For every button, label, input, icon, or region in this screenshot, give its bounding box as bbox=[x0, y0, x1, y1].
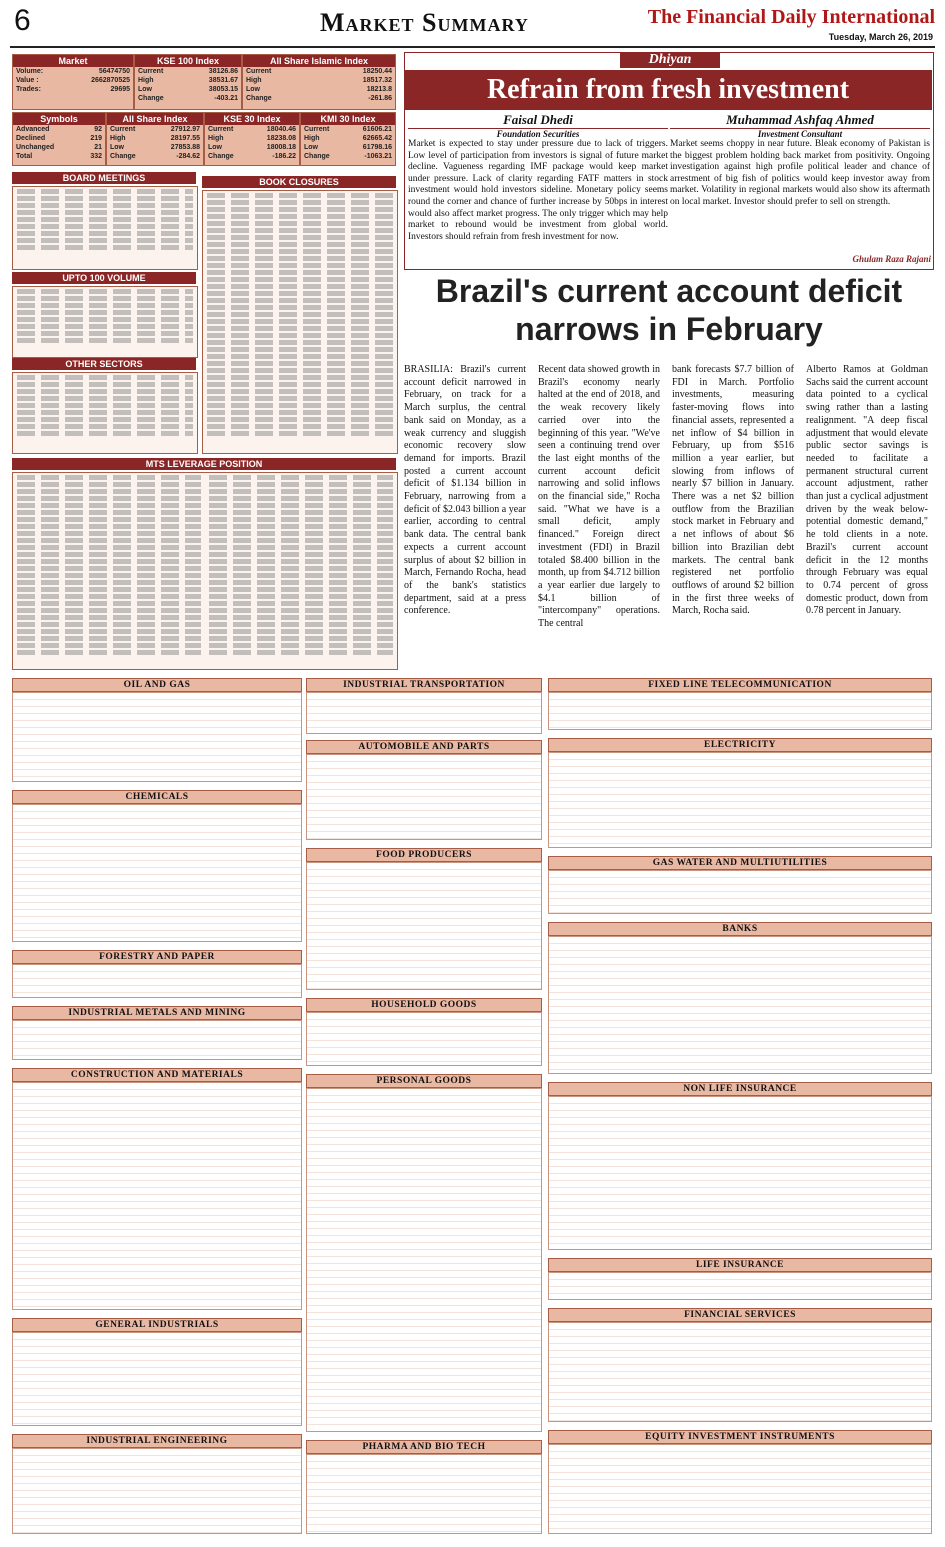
upto100-title: UPTO 100 VOLUME bbox=[12, 272, 196, 284]
symbols-label: Unchanged bbox=[16, 144, 55, 151]
kse100-label: High bbox=[138, 77, 154, 84]
kmi30-label: Low bbox=[304, 144, 318, 151]
sector-title: BANKS bbox=[548, 922, 932, 936]
analyst-comment: Market is expected to stay under pressure due to lack of triggers. Low level of participation from investors is signal of future market decline. Vagueness regarding IMF package would keep market under pressure. Lack of clarity regarding FATF matters in stock investment would hold investors sideline. Monetary policy seems round the corner and chance of further increase by 50bps in interest would also affect market progress. The only trigger which may help market to rebound would be investment from global world. Investors should refrain from fresh investment for now. bbox=[408, 139, 668, 242]
page-number: 6 bbox=[14, 4, 31, 37]
market-value: 56474750 bbox=[98, 68, 130, 75]
kse30-value: 18040.46 bbox=[266, 126, 296, 133]
book-closures-title: BOOK CLOSURES bbox=[202, 176, 396, 188]
symbols-value: 332 bbox=[90, 153, 102, 160]
kse30-value: -186.22 bbox=[272, 153, 296, 160]
sector-title: CONSTRUCTION AND MATERIALS bbox=[12, 1068, 302, 1082]
islamic-label: High bbox=[246, 77, 262, 84]
kmi30-value: 61606.21 bbox=[362, 126, 392, 133]
sector-title: FOOD PRODUCERS bbox=[306, 848, 542, 862]
symbols-label: Total bbox=[16, 153, 33, 160]
islamic-value: 18213.8 bbox=[366, 86, 392, 93]
islamic-label: Low bbox=[246, 86, 260, 93]
kmi30-value: 62665.42 bbox=[362, 135, 392, 142]
sector-title: FIXED LINE TELECOMMUNICATION bbox=[548, 678, 932, 692]
sector-table bbox=[306, 862, 542, 990]
sector-title: HOUSEHOLD GOODS bbox=[306, 998, 542, 1012]
kse30-title: KSE 30 Index bbox=[205, 113, 299, 125]
market-label: Value : bbox=[16, 77, 39, 84]
kmi30-title: KMI 30 Index bbox=[301, 113, 395, 125]
allshare-value: 27912.97 bbox=[170, 126, 200, 133]
kse100-value: 38531.67 bbox=[208, 77, 238, 84]
sector-title: GENERAL INDUSTRIALS bbox=[12, 1318, 302, 1332]
kmi30-label: Current bbox=[304, 126, 330, 133]
sector-table bbox=[548, 1322, 932, 1422]
allshare-value: 28197.55 bbox=[170, 135, 200, 142]
kse100-value: 38053.15 bbox=[208, 86, 238, 93]
analyst-name: Faisal Dhedi bbox=[408, 112, 668, 129]
islamic-label: Current bbox=[246, 68, 272, 75]
allshare-label: Change bbox=[110, 153, 136, 160]
kse100-label: Current bbox=[138, 68, 164, 75]
sector-table bbox=[12, 1020, 302, 1060]
sector-table bbox=[548, 1272, 932, 1300]
article-column-3: bank forecasts $7.7 billion of FDI in March. Portfolio investments, measuring faster-moving flows into financial assets, represented a net inflow of $4 billion in February, up from $516 million a year earlier, but slowing from inflows of nearly $7 billion in January. There was a net $2 billion outflow from the Brazilian stock market in February and a net inflows of about $6 billion into Brazilian debt markets. The central bank registered net portfolio outflows of around $2 billion in the first three weeks of March, Rocha said. bbox=[672, 364, 794, 617]
sector-title: FINANCIAL SERVICES bbox=[548, 1308, 932, 1322]
symbols-value: 21 bbox=[94, 144, 102, 151]
analyst-designation: Investment Consultant bbox=[757, 129, 843, 139]
kse30-panel bbox=[204, 112, 300, 166]
allshare-panel bbox=[106, 112, 204, 166]
mts-title: MTS LEVERAGE POSITION bbox=[12, 458, 396, 470]
sector-table bbox=[306, 754, 542, 840]
mts-table bbox=[12, 472, 398, 670]
allshare-islamic-title: All Share Islamic Index bbox=[243, 55, 395, 67]
header-rule bbox=[10, 46, 935, 48]
analyst-name: Muhammad Ashfaq Ahmed bbox=[670, 112, 930, 129]
article-headline: Brazil's current account deficit narrows in February bbox=[435, 273, 903, 347]
sector-table bbox=[548, 752, 932, 848]
symbols-panel bbox=[12, 112, 106, 166]
kse100-panel bbox=[134, 54, 242, 110]
allshare-value: 27853.88 bbox=[170, 144, 200, 151]
analyst-designation: Foundation Securities bbox=[496, 129, 580, 139]
market-panel-title: Market bbox=[13, 55, 133, 67]
sector-title: LIFE INSURANCE bbox=[548, 1258, 932, 1272]
board-meetings-table bbox=[12, 186, 198, 270]
sector-table bbox=[306, 692, 542, 734]
sector-title: INDUSTRIAL ENGINEERING bbox=[12, 1434, 302, 1448]
other-sectors-table bbox=[12, 372, 198, 454]
market-panel bbox=[12, 54, 134, 110]
sector-table bbox=[12, 964, 302, 998]
islamic-value: -261.86 bbox=[368, 95, 392, 102]
upto100-table bbox=[12, 286, 198, 358]
market-label: Volume: bbox=[16, 68, 44, 75]
symbols-value: 92 bbox=[94, 126, 102, 133]
islamic-label: Change bbox=[246, 95, 272, 102]
kse30-label: Change bbox=[208, 153, 234, 160]
newspaper-name: The Financial Daily International bbox=[647, 6, 935, 28]
islamic-value: 18250.44 bbox=[362, 68, 392, 75]
opinion-headline: Refrain from fresh investment bbox=[404, 70, 932, 110]
sector-title: GAS WATER AND MULTIUTILITIES bbox=[548, 856, 932, 870]
allshare-label: Current bbox=[110, 126, 136, 133]
sector-table bbox=[12, 1448, 302, 1534]
symbols-label: Advanced bbox=[16, 126, 50, 133]
kse30-label: Low bbox=[208, 144, 222, 151]
kmi30-label: Change bbox=[304, 153, 330, 160]
allshare-islamic-panel bbox=[242, 54, 396, 110]
sector-title: OIL AND GAS bbox=[12, 678, 302, 692]
kse100-label: Change bbox=[138, 95, 164, 102]
opinion-right bbox=[670, 112, 930, 209]
allshare-title: All Share Index bbox=[107, 113, 203, 125]
page-header bbox=[0, 0, 945, 44]
sector-title: PERSONAL GOODS bbox=[306, 1074, 542, 1088]
kse100-value: 38126.86 bbox=[208, 68, 238, 75]
islamic-value: 18517.32 bbox=[362, 77, 392, 84]
sector-table bbox=[12, 1082, 302, 1310]
market-label: Trades: bbox=[16, 86, 41, 93]
allshare-label: Low bbox=[110, 144, 124, 151]
sector-table bbox=[306, 1454, 542, 1534]
kse100-title: KSE 100 Index bbox=[135, 55, 241, 67]
sector-title: FORESTRY AND PAPER bbox=[12, 950, 302, 964]
opinion-byline: Ghulam Raza Rajani bbox=[852, 254, 931, 264]
sector-table bbox=[12, 1332, 302, 1426]
sector-table bbox=[306, 1012, 542, 1066]
kmi30-value: -1063.21 bbox=[364, 153, 392, 160]
sector-title: CHEMICALS bbox=[12, 790, 302, 804]
kmi30-value: 61798.16 bbox=[362, 144, 392, 151]
kmi30-label: High bbox=[304, 135, 320, 142]
book-closures-table bbox=[202, 190, 398, 454]
kse100-label: Low bbox=[138, 86, 152, 93]
allshare-value: -284.62 bbox=[176, 153, 200, 160]
symbols-title: Symbols bbox=[13, 113, 105, 125]
sector-table bbox=[548, 1444, 932, 1534]
sector-table bbox=[12, 692, 302, 782]
allshare-label: High bbox=[110, 135, 126, 142]
market-value: 2662870525 bbox=[91, 77, 130, 84]
symbols-label: Declined bbox=[16, 135, 46, 142]
sector-table bbox=[548, 870, 932, 914]
kse30-label: Current bbox=[208, 126, 234, 133]
kse30-value: 18238.08 bbox=[266, 135, 296, 142]
analyst-comment: Market seems choppy in near future. Bleak economy of Pakistan is the biggest problem holding back market from positivity. Ongoing investigation against high profile political leader and chance of arrestment of big fish of politics would keep investor away from market. Volatility in regional markets would also show its aftermath on local market. Investor should prefer to sell on strength. bbox=[670, 139, 930, 207]
article-column-4: Alberto Ramos at Goldman Sachs said the current account data pointed to a cyclical swing rather than a lasting realignment. "A deep fiscal adjustment that would elevate public sector savings is needed to facilitate a permanent structural current account adjustment, rather than just a cyclical adjustment driven by the weak below-potential domestic demand," he told clients in a note. Brazil's current account deficit in the 12 months through February was equal to 0.74 percent of gross domestic product, down from 0.78 percent in January. bbox=[806, 364, 928, 617]
sector-table bbox=[12, 804, 302, 942]
market-value: 29695 bbox=[110, 86, 130, 93]
board-meetings-title: BOARD MEETINGS bbox=[12, 172, 196, 184]
article-column-2: Recent data showed growth in Brazil's economy nearly halted at the end of 2018, and the weak recovery likely carried over into the beginning of this year. "We've seen a continuing trend over the last eight months of the current account deficit narrowing and solid inflows on the financial side," Rocha said. "What we have is a small deficit, amply financed." Foreign direct investment (FDI) in Brazil totaled $8.400 billion in the month, up from $4.712 billion a year earlier due largely to $4.1 billion of "intercompany" operations. The central bbox=[538, 364, 660, 630]
sector-title: INDUSTRIAL TRANSPORTATION bbox=[306, 678, 542, 692]
sector-title: PHARMA AND BIO TECH bbox=[306, 1440, 542, 1454]
section-title: Market Summary bbox=[320, 8, 529, 37]
opinion-label: Dhiyan bbox=[620, 52, 720, 68]
kmi30-panel bbox=[300, 112, 396, 166]
article-column-1: BRASILIA: Brazil's current account deficit narrowed in February, on track for a March surplus, the central bank said on Monday, as a weak currency and sluggish economic recovery slow demand for imports. Brazil posted a current account deficit of $1.134 billion in February, narrowing from a deficit of $2.043 billion a year earlier, according to central bank data. The central bank expects a current account surplus of about $2 billion in March, Fernando Rocha, head of the bank's statistics department, said at a press conference. bbox=[404, 364, 526, 617]
sector-title: ELECTRICITY bbox=[548, 738, 932, 752]
sector-table bbox=[548, 1096, 932, 1250]
sector-table bbox=[306, 1088, 542, 1432]
sector-title: NON LIFE INSURANCE bbox=[548, 1082, 932, 1096]
kse30-label: High bbox=[208, 135, 224, 142]
sector-table bbox=[548, 936, 932, 1074]
symbols-value: 219 bbox=[90, 135, 102, 142]
kse30-value: 18008.18 bbox=[266, 144, 296, 151]
sector-title: INDUSTRIAL METALS AND MINING bbox=[12, 1006, 302, 1020]
sector-title: EQUITY INVESTMENT INSTRUMENTS bbox=[548, 1430, 932, 1444]
sector-title: AUTOMOBILE AND PARTS bbox=[306, 740, 542, 754]
other-sectors-title: OTHER SECTORS bbox=[12, 358, 196, 370]
sector-table bbox=[548, 692, 932, 730]
opinion-left bbox=[408, 112, 668, 243]
kse100-value: -403.21 bbox=[214, 95, 238, 102]
issue-date: Tuesday, March 26, 2019 bbox=[828, 32, 933, 42]
